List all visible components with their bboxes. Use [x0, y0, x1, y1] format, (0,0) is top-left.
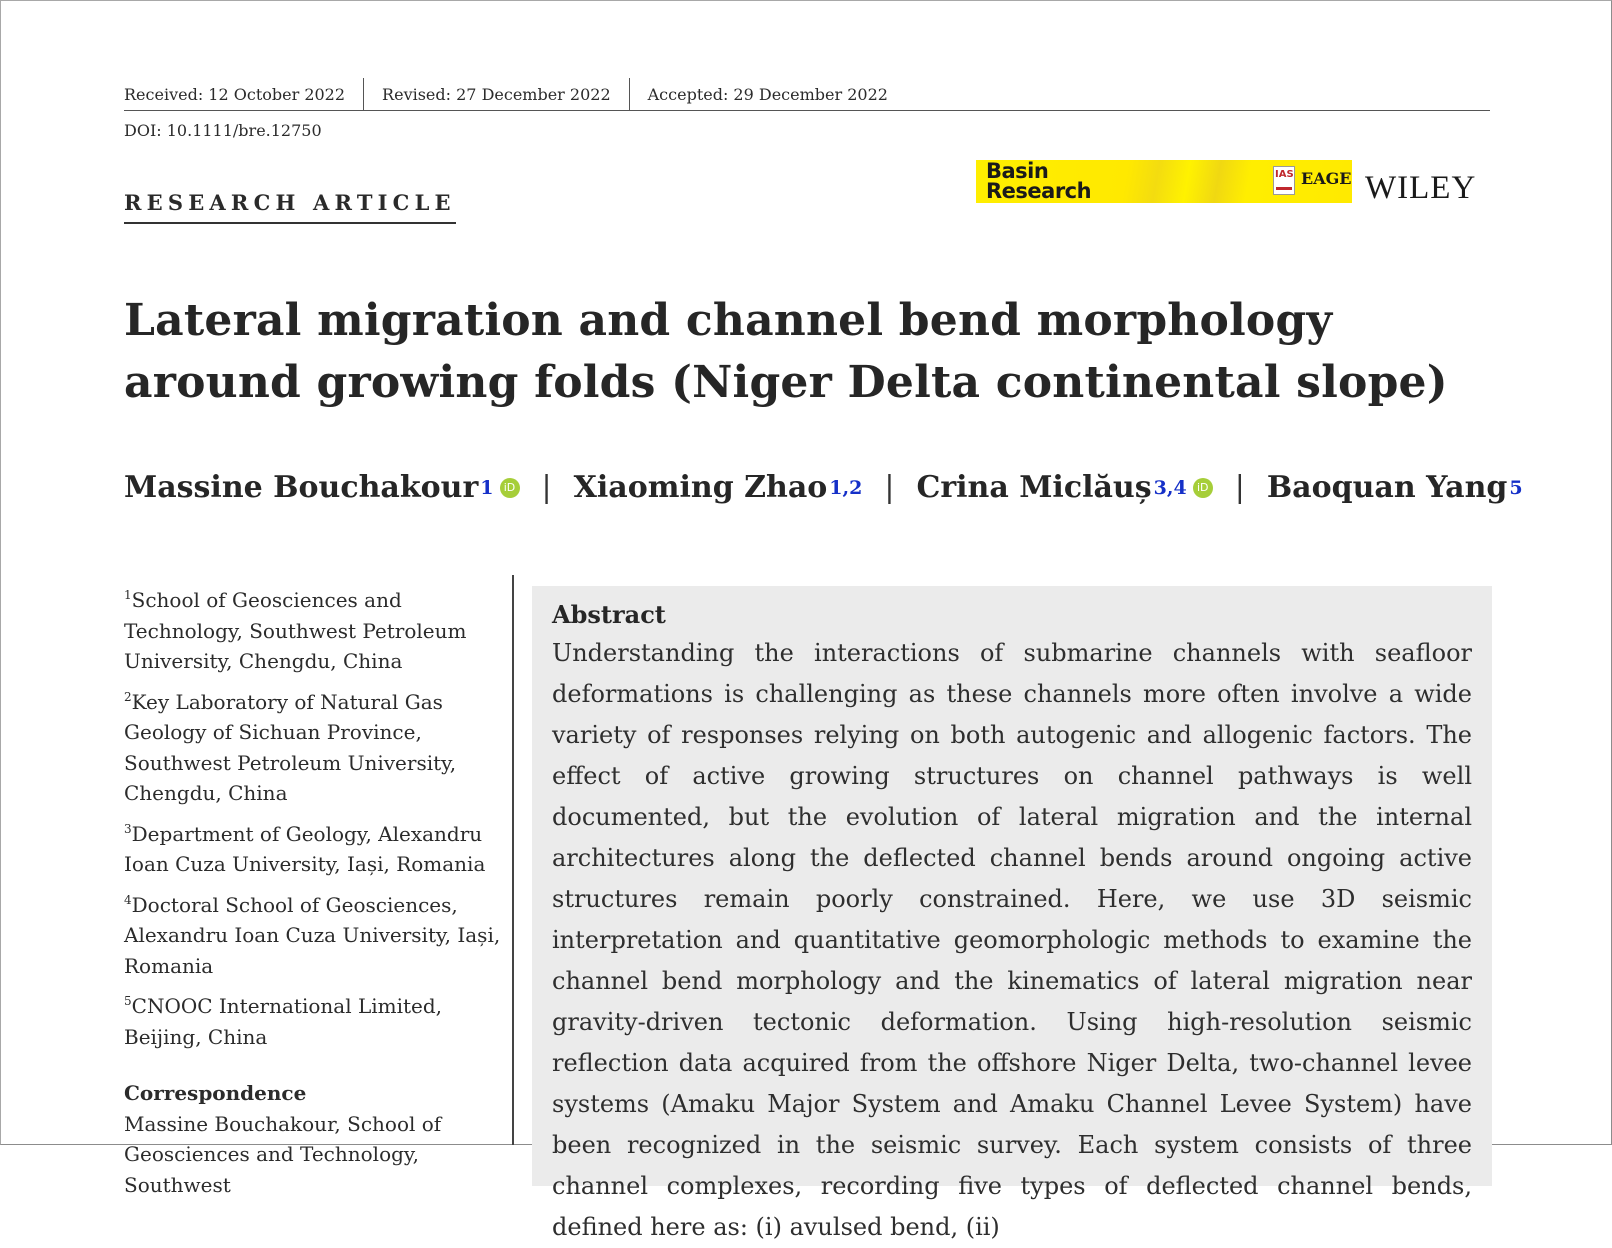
author-affiliation-ref[interactable]: 3,4	[1153, 476, 1187, 499]
affiliation-text: School of Geosciences and Technology, Southwest Petroleum University, Chengdu, China	[124, 588, 467, 673]
abstract-box	[532, 586, 1492, 1241]
author-affiliation-ref[interactable]: 5	[1509, 476, 1523, 499]
journal-name-line2: Research	[986, 179, 1092, 203]
accepted-date: Accepted: 29 December 2022	[629, 78, 906, 110]
affiliation-number: 3	[124, 821, 132, 836]
affiliation-number: 2	[124, 689, 132, 704]
column-divider	[512, 575, 514, 1145]
revised-date: Revised: 27 December 2022	[363, 78, 629, 110]
affiliation-text: CNOOC International Limited, Beijing, China	[124, 994, 443, 1049]
article-type-label: RESEARCH ARTICLE	[124, 190, 456, 224]
author-name[interactable]: Massine Bouchakour	[124, 470, 479, 505]
article-dates	[124, 78, 1490, 111]
abstract-text: Understanding the interactions of submarine channels with seafloor deformations is challenging as these channels more often involve a wide variety of responses relying on both autogenic and allogenic factors. The effect of active growing structures on channel pathways is well documented, but the evolution of lateral migration and the internal architectures along the deflected channel bends around ongoing active structures remain poorly constrained. Here, we use 3D seismic interpretation and quantitative geomorphologic methods to examine the channel bend morphology and the kinematics of lateral migration near gravity-driven tectonic deformation. Using high-resolution seismic reflection data acquired from the offshore Niger Delta, two-channel levee systems (Amaku Major System and Amaku Channel Levee System) have been recognized in the seismic survey. Each system consists of three channel complexes, recording five types of deflected channel bends, defined here as: (i) avulsed bend, (ii)	[552, 639, 1472, 1241]
affiliation-text: Department of Geology, Alexandru Ioan Cuza University, Iași, Romania	[124, 821, 486, 876]
author-list	[124, 470, 1524, 505]
affiliation-text: Doctoral School of Geosciences, Alexandru Ioan Cuza University, Iași, Romania	[124, 892, 501, 978]
affiliation-number: 4	[124, 892, 132, 907]
received-date: Received: 12 October 2022	[124, 84, 346, 104]
author-name[interactable]: Baoquan Yang	[1266, 470, 1508, 505]
author-separator: |	[884, 470, 895, 505]
author-name[interactable]: Crina Miclăuș	[916, 470, 1152, 505]
affiliation-item	[124, 580, 504, 677]
correspondence-heading: Correspondence	[124, 1081, 307, 1105]
ias-logo-bar	[1276, 187, 1292, 190]
publisher-logo[interactable]: WILEY	[1365, 170, 1477, 206]
journal-name	[986, 161, 1091, 201]
affiliation-number: 5	[124, 994, 132, 1008]
author-name[interactable]: Xiaoming Zhao	[573, 470, 828, 505]
author-affiliation-ref[interactable]: 1	[480, 476, 494, 499]
affiliation-item	[124, 814, 504, 880]
affiliation-item	[124, 885, 504, 982]
abstract-heading: Abstract	[552, 600, 666, 629]
affiliation-item	[124, 682, 504, 809]
article-title: Lateral migration and channel bend morphology around growing folds (Niger Delta continental slope)	[124, 295, 1448, 408]
journal-banner-logo[interactable]	[976, 160, 1352, 203]
correspondence-text: Massine Bouchakour, School of Geosciences and Technology, Southwest	[124, 1111, 442, 1197]
affiliation-item	[124, 986, 504, 1052]
orcid-icon[interactable]: iD	[500, 478, 520, 498]
affiliation-list	[124, 580, 504, 1200]
author-separator: |	[541, 470, 552, 505]
orcid-icon[interactable]: iD	[1193, 478, 1213, 498]
ias-logo-icon	[1273, 166, 1295, 195]
ias-logo-text: IAS	[1275, 169, 1294, 180]
eage-label: EAGE	[1301, 169, 1352, 188]
affiliation-number: 1	[124, 588, 132, 602]
author-separator: |	[1234, 470, 1245, 505]
journal-name-line1: Basin	[986, 159, 1049, 183]
author-affiliation-ref[interactable]: 1,2	[829, 476, 863, 499]
doi[interactable]: DOI: 10.1111/bre.12750	[124, 121, 322, 140]
affiliation-text: Key Laboratory of Natural Gas Geology of Sichuan Province, Southwest Petroleum University, Chengdu, China	[124, 689, 457, 805]
